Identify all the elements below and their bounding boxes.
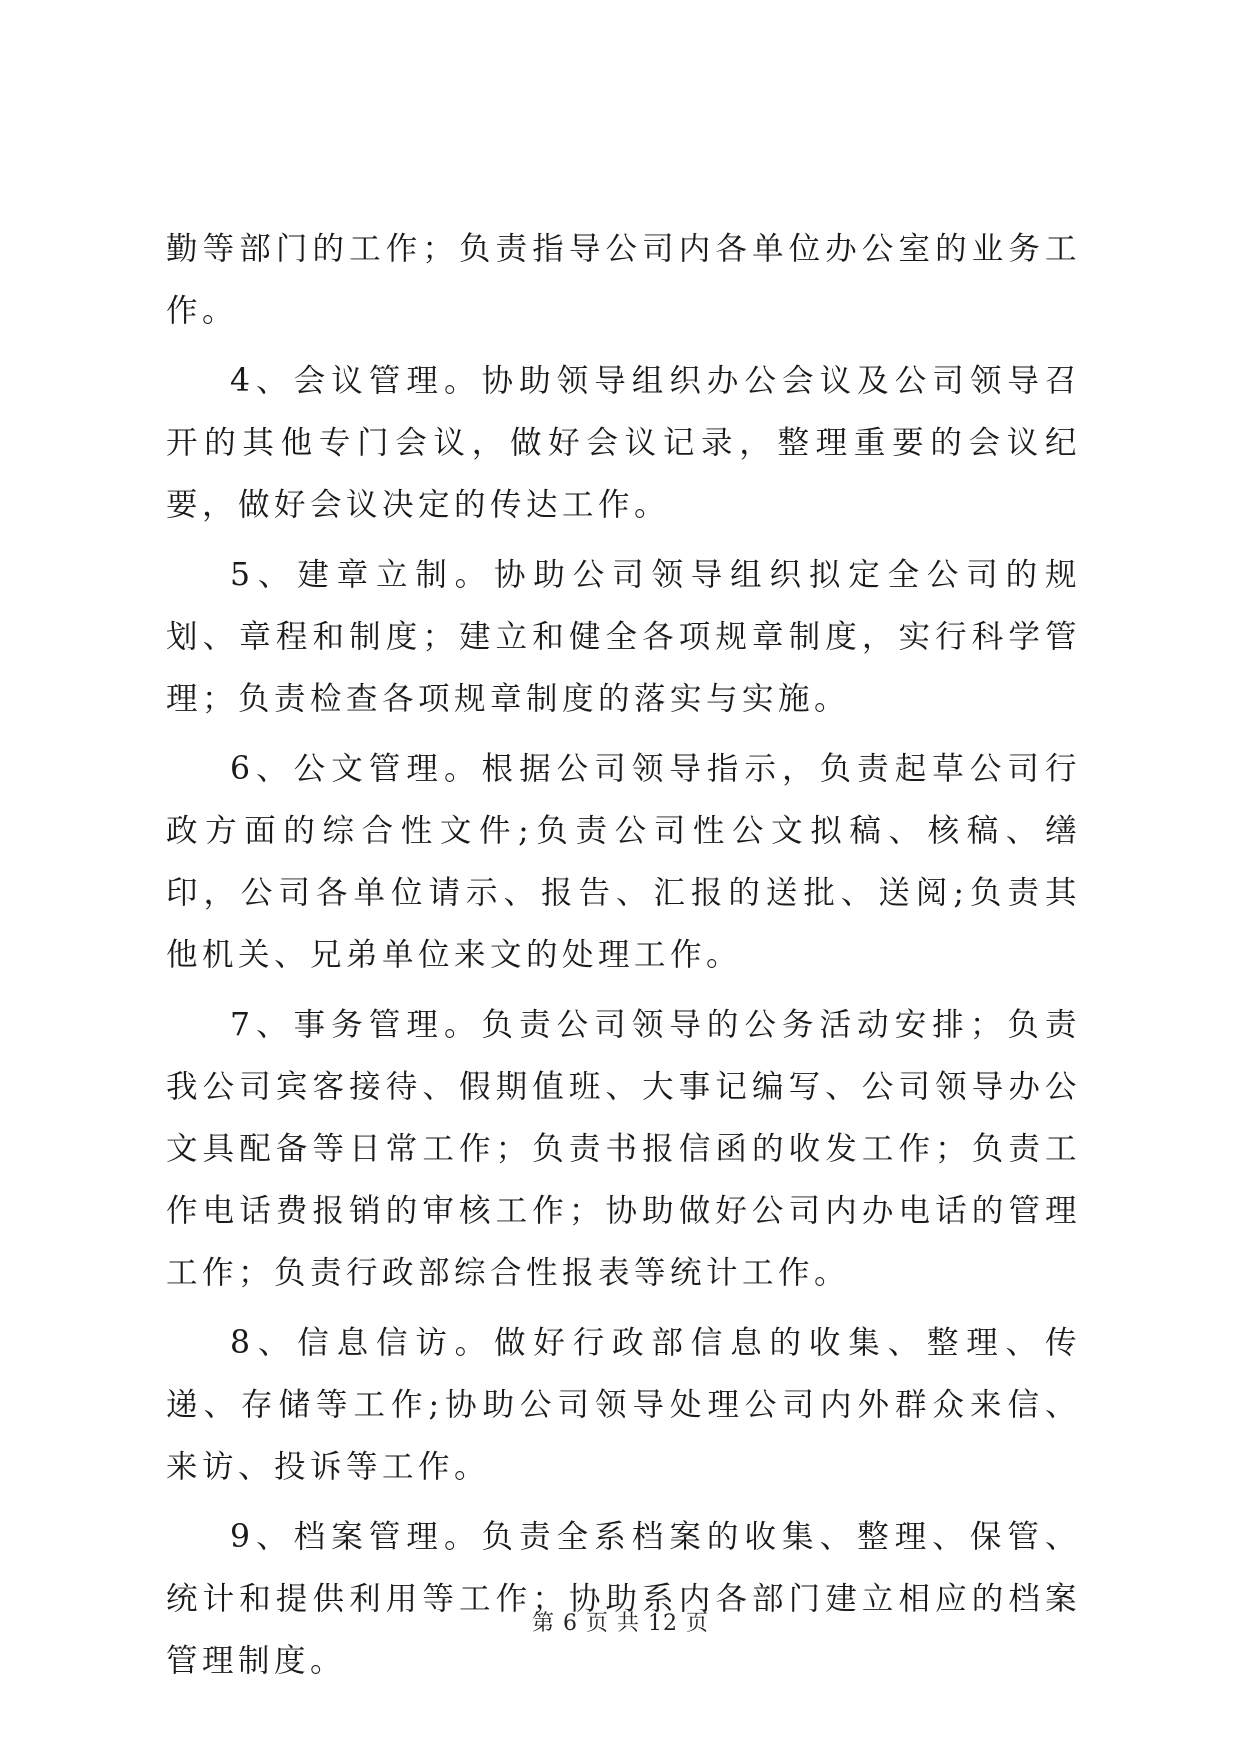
- paragraph-continuation: 勤等部门的工作；负责指导公司内各单位办公室的业务工作。: [166, 231, 1081, 329]
- page-number-footer: 第 6 页 共 12 页: [532, 1611, 709, 1636]
- paragraph-document-management: 6、公文管理。根据公司领导指示，负责起草公司行政方面的综合性文件;负责公司性公文拟稿、核稿、缮印，公司各单位请示、报告、汇报的送批、送阅;负责其他机关、兄弟单位来文的处理工作。: [166, 751, 1081, 973]
- paragraph-archive-management: 9、档案管理。负责全系档案的收集、整理、保管、统计和提供利用等工作；协助系内各部门建立相应的档案管理制度。: [166, 1519, 1081, 1679]
- paragraph-rules-regulations: 5、建章立制。协助公司领导组织拟定全公司的规划、章程和制度；建立和健全各项规章制度，实行科学管理；负责检查各项规章制度的落实与实施。: [166, 557, 1081, 717]
- paragraph-meeting-management: 4、会议管理。协助领导组织办公会议及公司领导召开的其他专门会议，做好会议记录，整理重要的会议纪要，做好会议决定的传达工作。: [166, 363, 1081, 523]
- paragraph-information-petitions: 8、信息信访。做好行政部信息的收集、整理、传递、存储等工作;协助公司领导处理公司内外群众来信、来访、投诉等工作。: [166, 1325, 1081, 1485]
- paragraph-affairs-management: 7、事务管理。负责公司领导的公务活动安排；负责我公司宾客接待、假期值班、大事记编写、公司领导办公文具配备等日常工作；负责书报信函的收发工作；负责工作电话费报销的审核工作；协助做好公司内办电话的管理工作；负责行政部综合性报表等统计工作。: [166, 1007, 1081, 1291]
- document-body: [166, 218, 1081, 1700]
